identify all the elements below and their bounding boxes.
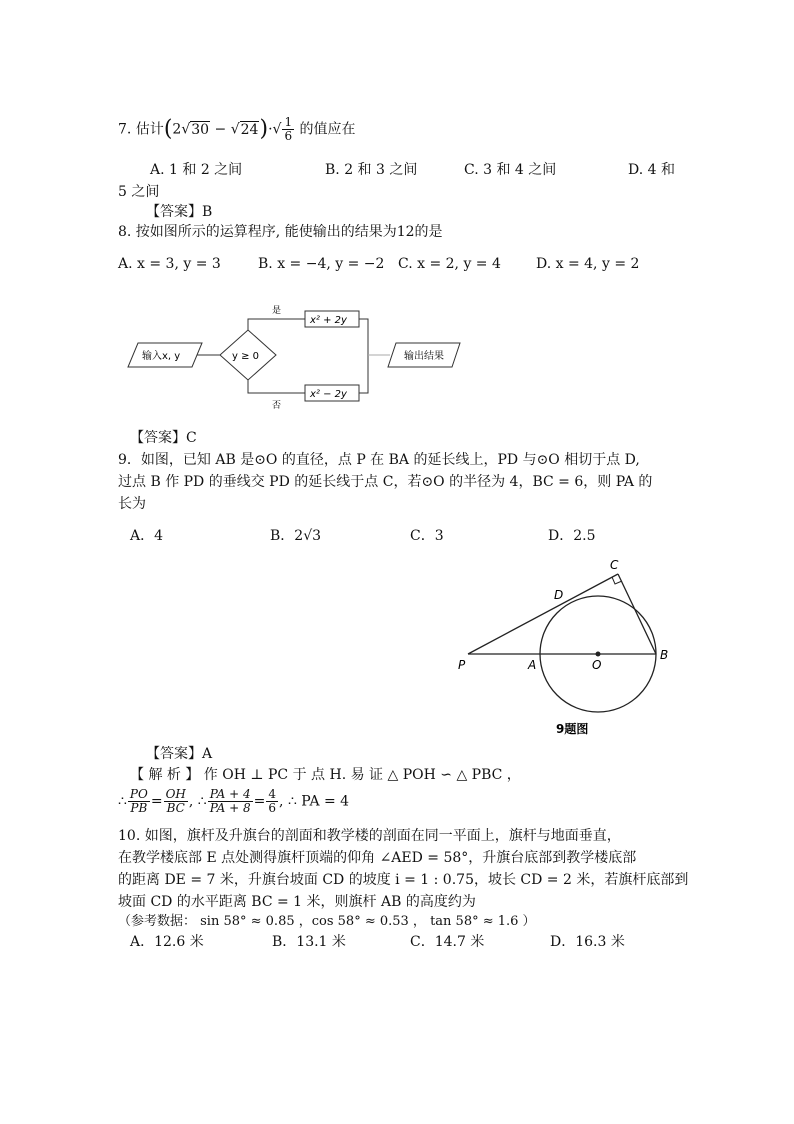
q9-frac-pa bbox=[208, 788, 253, 815]
q9-figure bbox=[450, 555, 680, 740]
q9-option-d: D．2.5 bbox=[548, 528, 596, 544]
q10-option-a: A．12.6 米 bbox=[130, 934, 204, 950]
q7-suffix: 的值应在 bbox=[299, 121, 356, 138]
q10-line1: 10. 如图，旗杆及升旗台的剖面和教学楼的剖面在同一平面上，旗杆与地面垂直， bbox=[118, 828, 621, 844]
q9-therefore-1: ∴ bbox=[118, 793, 127, 810]
q7-frac-num: 1 bbox=[284, 115, 293, 129]
q9-answer: 【答案】A bbox=[146, 746, 213, 762]
q9-f1-den: PB bbox=[130, 801, 148, 815]
q9-eq-2: = bbox=[253, 793, 266, 810]
flow-no-branch bbox=[248, 380, 305, 393]
q10-line3: 的距离 DE = 7 米，升旗台坡面 CD 的坡度 i = 1 : 0.75，坡长 CD = 2 米，若旗杆底部到 bbox=[118, 872, 689, 888]
q9-derivation bbox=[118, 788, 349, 815]
q9-label-o: O bbox=[592, 658, 602, 672]
q8-option-c: C. x = 2, y = 4 bbox=[398, 256, 501, 272]
q7-option-b: B. 2 和 3 之间 bbox=[325, 162, 418, 178]
q9-f1-num: PO bbox=[129, 787, 148, 801]
q7-stem: 7. 估计(2√30 − √24)·√ $\frac{1}{6}$ 的值应在 bbox=[118, 115, 356, 143]
q9-label-b: B bbox=[660, 648, 669, 662]
q10-reference-data: （参考数据： sin 58° ≈ 0.85 ，cos 58° ≈ 0.53 ， tan 58° ≈ 1.6 ） bbox=[118, 914, 536, 929]
q7-sqrt24: 24 bbox=[240, 121, 259, 138]
q7-minus: − bbox=[210, 121, 231, 138]
q8-option-a: A. x = 3, y = 3 bbox=[118, 256, 221, 272]
q9-line-pc bbox=[468, 574, 618, 654]
q10-option-c: C．14.7 米 bbox=[410, 934, 485, 950]
flow-bottom-label: x² − 2y bbox=[310, 389, 347, 400]
q9-line2: 过点 B 作 PD 的垂线交 PD 的延长线于点 C，若⊙O 的半径为 4，BC = 6，则 PA 的 bbox=[118, 474, 653, 490]
q9-label-a: A bbox=[528, 658, 537, 672]
q8-answer: 【答案】C bbox=[130, 430, 197, 446]
q9-f3-num: PA + 4 bbox=[209, 787, 251, 801]
q9-frac-4-6 bbox=[266, 788, 278, 815]
q9-f2-num: OH bbox=[165, 787, 186, 801]
q7-option-c: C. 3 和 4 之间 bbox=[464, 162, 557, 178]
q9-line1: 9．如图，已知 AB 是⊙O 的直径，点 P 在 BA 的延长线上，PD 与⊙O 相切于点 D, bbox=[118, 452, 640, 468]
q9-frac-po-pb bbox=[128, 788, 150, 815]
q7-option-a: A. 1 和 2 之间 bbox=[150, 162, 243, 178]
q7-frac-den: 6 bbox=[284, 129, 293, 143]
q10-line4: 坡面 CD 的水平距离 BC = 1 米，则旗杆 AB 的高度约为 bbox=[118, 894, 476, 910]
q7-dot: · bbox=[268, 121, 273, 138]
q9-eq-1: = bbox=[150, 793, 163, 810]
q9-therefore-2: , ∴ bbox=[188, 793, 207, 810]
flow-no-label: 否 bbox=[272, 401, 282, 411]
q9-f3-den: PA + 8 bbox=[209, 801, 251, 815]
q9-frac-oh-bc bbox=[164, 788, 188, 815]
q10-line2: 在教学楼底部 E 点处测得旗杆顶端的仰角 ∠AED = 58°，升旗台底部到教学楼底部 bbox=[118, 850, 637, 866]
q7-answer: 【答案】B bbox=[146, 204, 213, 220]
q9-line-cb bbox=[618, 574, 656, 654]
q8-option-d: D. x = 4, y = 2 bbox=[536, 256, 640, 272]
flow-yes-label: 是 bbox=[272, 306, 282, 316]
q9-label-d: D bbox=[554, 588, 564, 602]
q8-stem: 8. 按如图所示的运算程序, 能使输出的结果为12的是 bbox=[118, 224, 443, 240]
q9-label-c: C bbox=[610, 558, 619, 572]
q9-f4-num: 4 bbox=[268, 787, 277, 801]
q8-option-b: B. x = −4, y = −2 bbox=[258, 256, 385, 272]
q10-option-d: D．16.3 米 bbox=[550, 934, 625, 950]
q9-f4-den: 6 bbox=[268, 801, 277, 815]
q9-option-c: C．3 bbox=[410, 528, 444, 544]
q9-center-dot bbox=[596, 652, 601, 657]
q7-prefix: 7. 估计 bbox=[118, 121, 164, 138]
q9-option-a: A．4 bbox=[130, 528, 164, 544]
flow-decision-label: y ≥ 0 bbox=[232, 351, 260, 362]
q9-option-b: B．2√3 bbox=[270, 528, 322, 544]
q7-coef: 2 bbox=[172, 121, 182, 138]
flow-yes-branch bbox=[248, 319, 305, 330]
q10-option-b: B．13.1 米 bbox=[272, 934, 346, 950]
flow-top-label: x² + 2y bbox=[310, 315, 347, 326]
q9-result: , ∴ PA = 4 bbox=[279, 793, 350, 810]
q9-line3: 长为 bbox=[118, 496, 146, 512]
q7-option-d-cont: 5 之间 bbox=[118, 184, 160, 200]
q9-f2-den: BC bbox=[166, 801, 185, 815]
q9-caption: 9题图 bbox=[556, 722, 589, 736]
q9-analysis: 【 解 析 】 作 OH ⊥ PC 于 点 H. 易 证 △ POH ∽ △ PBC ， bbox=[130, 767, 521, 783]
flow-output-label: 输出结果 bbox=[404, 351, 444, 362]
flow-merge-line bbox=[359, 319, 368, 393]
q7-fraction bbox=[282, 116, 294, 143]
flow-input-label: 输入x, y bbox=[142, 351, 181, 362]
q7-sqrt30: 30 bbox=[191, 121, 210, 138]
q8-flowchart bbox=[120, 295, 480, 415]
q9-label-p: P bbox=[458, 658, 466, 672]
q7-option-d: D. 4 和 bbox=[628, 162, 675, 178]
